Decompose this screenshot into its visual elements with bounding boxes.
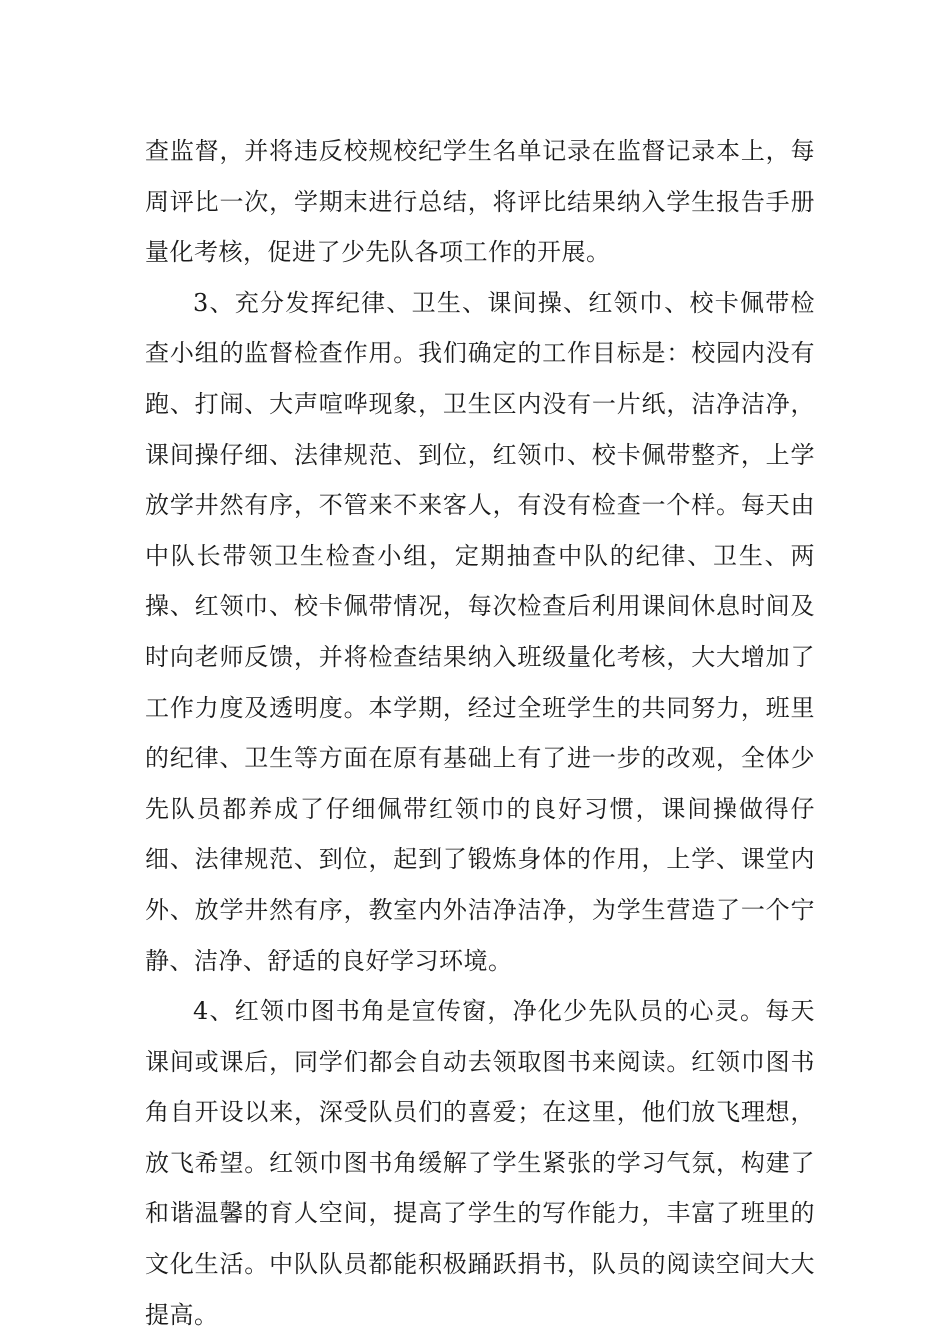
paragraph-continuation: 查监督，并将违反校规校纪学生名单记录在监督记录本上，每周评比一次，学期末进行总结，将评比结果纳入学生报告手册量化考核，促进了少先队各项工作的开展。 [145,137,815,267]
paragraph-item-3: 3、充分发挥纪律、卫生、课间操、红领巾、校卡佩带检查小组的监督检查作用。我们确定的工作目标是：校园内没有跑、打闹、大声喧哗现象，卫生区内没有一片纸，洁净洁净，课间操仔细、法律规范、到位，红领巾、校卡佩带整齐，上学放学井然有序，不管来不来客人，有没有检查一个样。每天由中队长带领卫生检查小组，定期抽查中队的纪律、卫生、两操、红领巾、校卡佩带情况，每次检查后利用课间休息时间及时向老师反馈，并将检查结果纳入班级量化考核，大大增加了工作力度及透明度。本学期，经过全班学生的共同努力，班里的纪律、卫生等方面在原有基础上有了进一步的改观，全体少先队员都养成了仔细佩带红领巾的良好习惯，课间操做得仔细、法律规范、到位，起到了锻炼身体的作用，上学、课堂内外、放学井然有序，教室内外洁净洁净，为学生营造了一个宁静、洁净、舒适的良好学习环境。 [145,288,815,975]
document-body [145,126,815,1340]
paragraph-item-4: 4、红领巾图书角是宣传窗，净化少先队员的心灵。每天课间或课后，同学们都会自动去领取图书来阅读。红领巾图书角自开设以来，深受队员们的喜爱；在这里，他们放飞理想，放飞希望。红领巾图书角缓解了学生紧张的学习气氛，构建了和谐温馨的育人空间，提高了学生的写作能力，丰富了班里的文化生活。中队队员都能积极踊跃捐书，队员的阅读空间大大提高。 [145,997,815,1329]
